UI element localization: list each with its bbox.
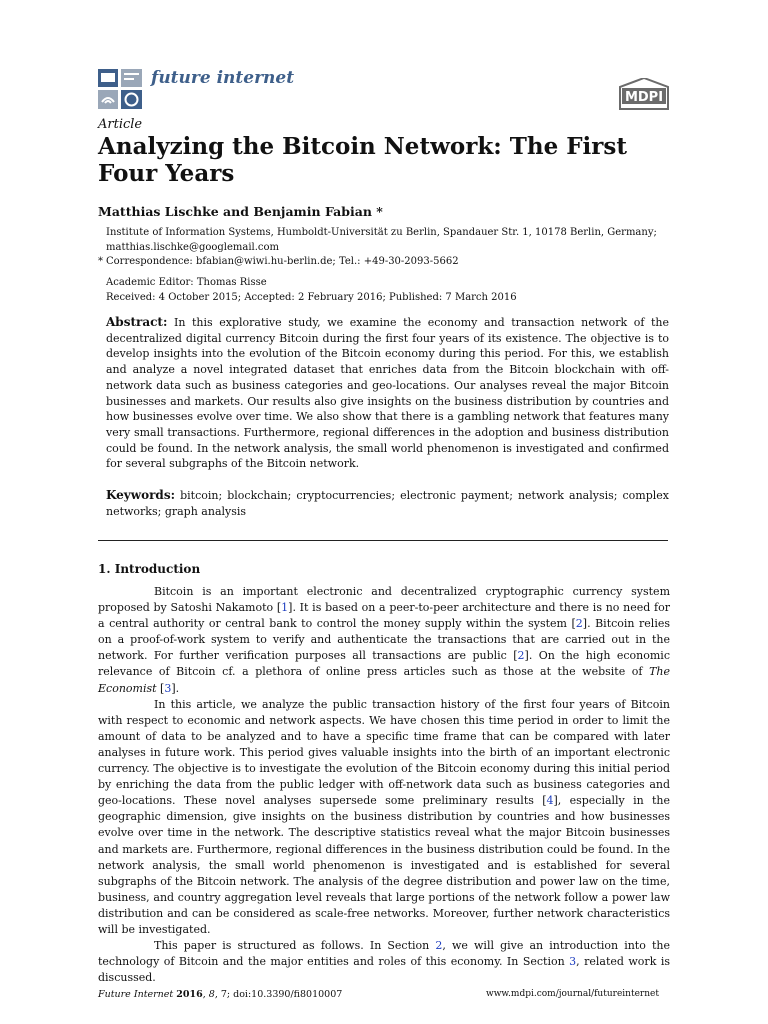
citation-link[interactable]: 4	[546, 794, 554, 808]
correspondence-mark: *	[98, 256, 103, 267]
paper-title: Analyzing the Bitcoin Network: The First Four Years	[98, 133, 627, 187]
text-run: This paper is structured as follows. In Section	[154, 939, 436, 953]
affiliation: Institute of Information Systems, Humboldt-Universität zu Berlin, Spandauer Str. 1, 10178 Berlin, Germany; matthias.lischke@googlemail.com	[106, 227, 657, 253]
paragraph-2	[98, 697, 670, 938]
footer-journal: Future Internet	[98, 989, 174, 1000]
correspondence-text: Correspondence: bfabian@wiwi.hu-berlin.de; Tel.: +49-30-2093-5662	[106, 256, 459, 267]
section-link[interactable]: 3	[569, 955, 577, 969]
text-run: ]. It is based on a peer-to-peer architecture and there is no need for a central authority or central bank to control the money supply within the system [	[98, 601, 670, 631]
text-run: ].	[171, 681, 180, 695]
abstract-text: In this explorative study, we examine the economy and transaction network of the decentralized digital currency Bitcoin during the first four years of its existence. The objective is to develop insights into the evolution of the Bitcoin economy during this period. For this, we establish and analyze a novel integrated dataset that enriches data from the Bitcoin blockchain with off-network data such as business categories and geo-locations. Our analyses reveal the major Bitcoin businesses and markets. Our results also give insights on the business distribution by countries and how businesses evolve over time. We also show that there is a gambling network that features many very small transactions. Furthermore, regional differences in the adoption and business distribution could be found. In the network analysis, the small world phenomenon is investigated and confirmed for several subgraphs of the Bitcoin network.	[106, 316, 669, 471]
text-run: ]. Bitcoin relies on a proof-of-work system to verify and authenticate the transactions that are carried out in the network. For further verification purposes all transactions are public [	[98, 617, 670, 663]
section-divider	[98, 540, 668, 541]
text-run: , we will give an introduction into the technology of Bitcoin and the major entities and roles of this economy. In Section	[98, 939, 670, 969]
text-run: In this article, we analyze the public transaction history of the first four years of Bitcoin with respect to economic and network aspects. We have chosen this time period in order to limit the amount of data to be analyzed and to have a specific time frame that can be compared with later analyses in future work. This period gives valuable insights into the birth of an important electronic currency. The objective is to investigate the evolution of the Bitcoin economy during this initial period by enriching the data from the public ledger with off-network data such as business categories and geo-locations. These novel analyses supersede some preliminary results [	[98, 697, 670, 808]
paragraph-3	[98, 938, 670, 986]
text-run: Bitcoin is an important electronic and decentralized cryptographic currency system proposed by Satoshi Nakamoto [	[98, 585, 670, 615]
section-link[interactable]: 2	[435, 939, 443, 953]
correspondence	[98, 256, 459, 267]
citation-link[interactable]: 2	[575, 617, 583, 631]
footer-year: 2016	[176, 989, 203, 1000]
keywords	[106, 488, 669, 519]
publication-dates: Received: 4 October 2015; Accepted: 2 February 2016; Published: 7 March 2016	[106, 292, 517, 303]
citation-link[interactable]: 3	[164, 681, 172, 695]
journal-logo-icon	[98, 69, 142, 109]
journal-name: future internet	[151, 68, 295, 88]
section-body	[98, 584, 670, 986]
mdpi-logo-icon	[618, 78, 670, 110]
text-run: ], especially in the geographic dimension, give insights on the business distribution by countries and how businesses evolve over time in the network. The descriptive statistics reveal what the major Bitcoin businesses and markets are. Furthermore, regional differences in the business distribution could be found. In the network analysis, the small world phenomenon is investigated and is established for several subgraphs of the Bitcoin network. The analysis of the degree distribution and power law on the time, business, and country aggregation level reveals that large portions of the network follow a power law distribution and can be considered as scale-free networks. Moreover, further network characteristics will be investigated.	[98, 794, 670, 936]
footer-volume: 8	[208, 989, 215, 1000]
footer-url[interactable]: www.mdpi.com/journal/futureinternet	[486, 989, 659, 999]
citation-link[interactable]: 1	[281, 601, 289, 615]
author-list: Matthias Lischke and Benjamin Fabian *	[98, 204, 383, 219]
academic-editor: Academic Editor: Thomas Risse	[106, 277, 267, 288]
abstract-label: Abstract:	[106, 315, 168, 329]
keywords-label: Keywords:	[106, 488, 176, 502]
section-heading: 1. Introduction	[98, 562, 201, 576]
text-run: ]. On the high economic relevance of Bitcoin cf. a plethora of online press articles such as those at the website of	[98, 649, 670, 679]
text-run: [	[156, 681, 165, 695]
footer-doi: , 7; doi:10.3390/fi8010007	[214, 989, 343, 1000]
text-run: , related work is discussed.	[98, 955, 670, 985]
paragraph-1	[98, 584, 670, 697]
keywords-text: bitcoin; blockchain; cryptocurrencies; electronic payment; network analysis; complex networks; graph analysis	[106, 489, 670, 518]
abstract	[106, 315, 669, 472]
citation-link[interactable]: 2	[517, 649, 525, 663]
publisher-logo-text: MDPI	[624, 90, 664, 105]
italic-run: The Economist	[98, 665, 670, 695]
article-type: Article	[98, 117, 143, 132]
footer-citation: Future Internet 2016, 8, 7; doi:10.3390/fi8010007	[98, 989, 343, 1000]
